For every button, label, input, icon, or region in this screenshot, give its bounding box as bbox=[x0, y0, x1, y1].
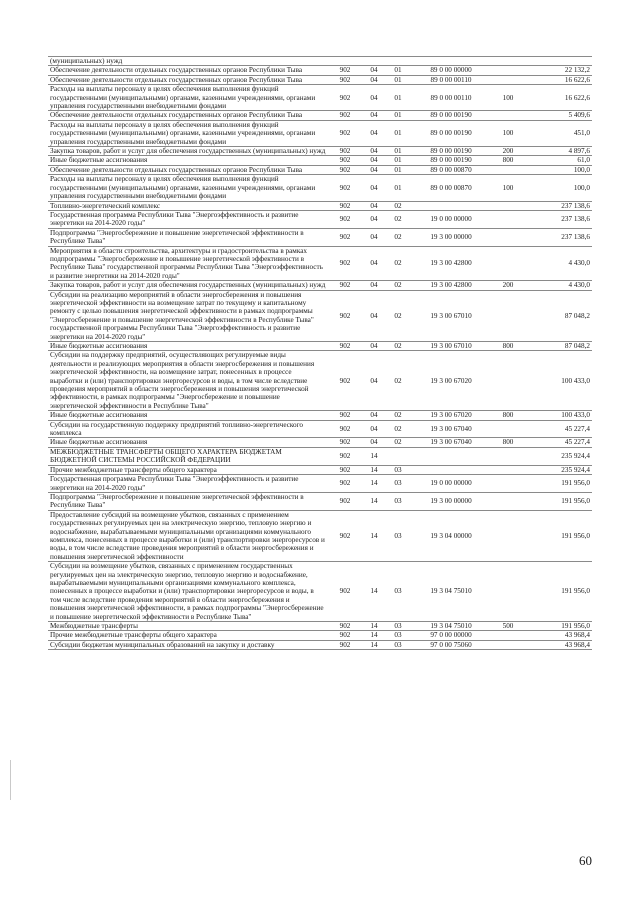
row-name: Закупка товаров, работ и услуг для обеспечения государственных (муниципальных) нужд bbox=[48, 281, 328, 290]
row-subsection-code: 01 bbox=[386, 66, 410, 75]
row-target-article: 89 0 00 00870 bbox=[410, 175, 492, 201]
row-subsection-code: 02 bbox=[386, 290, 410, 341]
row-amount: 4 430,0 bbox=[524, 281, 592, 290]
row-section-code: 04 bbox=[362, 228, 386, 246]
row-name: Иные бюджетные ассигнования bbox=[48, 438, 328, 447]
row-name: Государственная программа Республики Тыва "Энергоэффективность и развитие энергетики на 2014-2020 годы" bbox=[48, 475, 328, 493]
row-name: Государственная программа Республики Тыва "Энергоэффективность и развитие энергетики на 2014-2020 годы" bbox=[48, 210, 328, 228]
row-amount bbox=[524, 57, 592, 66]
row-subsection-code: 03 bbox=[386, 562, 410, 622]
row-expense-type: 200 bbox=[492, 147, 524, 156]
row-expense-type bbox=[492, 475, 524, 493]
row-subsection-code: 03 bbox=[386, 465, 410, 474]
row-section-code: 04 bbox=[362, 147, 386, 156]
table-row bbox=[48, 475, 592, 493]
table-row bbox=[48, 342, 592, 351]
row-expense-type: 100 bbox=[492, 120, 524, 146]
row-amount: 237 138,6 bbox=[524, 201, 592, 210]
row-grbs-code: 902 bbox=[328, 111, 362, 120]
row-name: Иные бюджетные ассигнования bbox=[48, 411, 328, 420]
row-amount: 191 956,0 bbox=[524, 562, 592, 622]
table-row bbox=[48, 351, 592, 411]
scan-edge-mark bbox=[10, 760, 11, 800]
row-amount: 16 622,6 bbox=[524, 75, 592, 84]
row-amount: 191 956,0 bbox=[524, 510, 592, 561]
row-expense-type bbox=[492, 492, 524, 510]
row-amount: 451,0 bbox=[524, 120, 592, 146]
table-row bbox=[48, 246, 592, 281]
row-section-code: 04 bbox=[362, 75, 386, 84]
row-target-article: 19 3 04 75010 bbox=[410, 622, 492, 631]
row-name: Топливно-энергетический комплекс bbox=[48, 201, 328, 210]
row-expense-type: 800 bbox=[492, 156, 524, 165]
row-amount: 22 132,2 bbox=[524, 66, 592, 75]
row-amount: 100 433,0 bbox=[524, 351, 592, 411]
row-name: Закупка товаров, работ и услуг для обеспечения государственных (муниципальных) нужд bbox=[48, 147, 328, 156]
row-section-code: 04 bbox=[362, 281, 386, 290]
table-row bbox=[48, 85, 592, 111]
row-subsection-code: 01 bbox=[386, 165, 410, 174]
row-name: Субсидии на возмещение убытков, связанных с применением государственных регулируемых цен на электрическую энергию, тепловую энергию и водоснабжение, вырабатываемыми муниципальными организациями коммунального комплекса, понесенных в процессе выработки и (или) транспортировки энергоресурсов и воды, в том числе вследствие проведения мероприятий в области энергосбережения и повышения энергетической эффективности, в рамках подпрограммы "Энергосбережение и повышение энергетической эффективности в Республике Тыва" bbox=[48, 562, 328, 622]
row-grbs-code: 902 bbox=[328, 147, 362, 156]
row-subsection-code: 03 bbox=[386, 622, 410, 631]
row-section-code: 04 bbox=[362, 165, 386, 174]
row-subsection-code: 01 bbox=[386, 175, 410, 201]
row-amount: 87 048,2 bbox=[524, 290, 592, 341]
row-section-code: 04 bbox=[362, 175, 386, 201]
row-target-article: 19 3 04 75010 bbox=[410, 562, 492, 622]
row-name: Иные бюджетные ассигнования bbox=[48, 342, 328, 351]
row-target-article: 89 0 00 00110 bbox=[410, 85, 492, 111]
row-section-code: 14 bbox=[362, 475, 386, 493]
row-section-code: 04 bbox=[362, 342, 386, 351]
row-section-code: 04 bbox=[362, 411, 386, 420]
row-grbs-code: 902 bbox=[328, 475, 362, 493]
row-grbs-code: 902 bbox=[328, 175, 362, 201]
row-name: Расходы на выплаты персоналу в целях обеспечения выполнения функций государственными (муниципальными) органами, казенными учреждениями, органами управления государственными внебюджетными фондами bbox=[48, 120, 328, 146]
row-amount: 87 048,2 bbox=[524, 342, 592, 351]
row-target-article: 89 0 00 00870 bbox=[410, 165, 492, 174]
row-section-code: 14 bbox=[362, 622, 386, 631]
table-row bbox=[48, 175, 592, 201]
row-target-article: 19 3 00 67020 bbox=[410, 351, 492, 411]
row-expense-type bbox=[492, 640, 524, 649]
row-name: Расходы на выплаты персоналу в целях обеспечения выполнения функций государственными (муниципальными) органами, казенными учреждениями, органами управления государственными внебюджетными фондами bbox=[48, 85, 328, 111]
row-subsection-code: 01 bbox=[386, 147, 410, 156]
row-section-code: 04 bbox=[362, 120, 386, 146]
row-target-article bbox=[410, 57, 492, 66]
row-target-article: 19 3 00 42800 bbox=[410, 281, 492, 290]
table-row bbox=[48, 622, 592, 631]
row-grbs-code: 902 bbox=[328, 66, 362, 75]
row-amount: 100,0 bbox=[524, 165, 592, 174]
row-grbs-code: 902 bbox=[328, 281, 362, 290]
table-row bbox=[48, 438, 592, 447]
row-subsection-code: 03 bbox=[386, 475, 410, 493]
table-row bbox=[48, 420, 592, 438]
row-target-article: 19 0 00 00000 bbox=[410, 475, 492, 493]
row-expense-type bbox=[492, 562, 524, 622]
row-grbs-code: 902 bbox=[328, 622, 362, 631]
row-amount: 100,0 bbox=[524, 175, 592, 201]
row-name: Иные бюджетные ассигнования bbox=[48, 156, 328, 165]
row-amount: 16 622,6 bbox=[524, 85, 592, 111]
row-subsection-code bbox=[386, 57, 410, 66]
row-subsection-code: 02 bbox=[386, 342, 410, 351]
row-name: Субсидии на государственную поддержку предприятий топливно-энергетического комплекса bbox=[48, 420, 328, 438]
row-amount: 61,0 bbox=[524, 156, 592, 165]
row-target-article: 19 3 00 67010 bbox=[410, 342, 492, 351]
row-amount: 235 924,4 bbox=[524, 465, 592, 474]
row-target-article: 19 3 00 67040 bbox=[410, 420, 492, 438]
row-name: Субсидии бюджетам муниципальных образований на закупку и доставку bbox=[48, 640, 328, 649]
table-row bbox=[48, 447, 592, 465]
row-section-code: 04 bbox=[362, 210, 386, 228]
row-grbs-code: 902 bbox=[328, 165, 362, 174]
row-subsection-code: 01 bbox=[386, 120, 410, 146]
table-row bbox=[48, 147, 592, 156]
row-subsection-code: 02 bbox=[386, 438, 410, 447]
row-grbs-code: 902 bbox=[328, 492, 362, 510]
row-grbs-code: 902 bbox=[328, 465, 362, 474]
table-row bbox=[48, 640, 592, 649]
row-section-code: 04 bbox=[362, 111, 386, 120]
row-subsection-code: 01 bbox=[386, 75, 410, 84]
table-row bbox=[48, 411, 592, 420]
row-expense-type: 100 bbox=[492, 85, 524, 111]
row-grbs-code: 902 bbox=[328, 228, 362, 246]
row-subsection-code: 02 bbox=[386, 281, 410, 290]
row-expense-type: 800 bbox=[492, 342, 524, 351]
page-number: 60 bbox=[579, 853, 592, 868]
row-target-article: 97 0 00 00000 bbox=[410, 631, 492, 640]
row-grbs-code: 902 bbox=[328, 420, 362, 438]
table-row bbox=[48, 290, 592, 341]
row-grbs-code: 902 bbox=[328, 640, 362, 649]
row-subsection-code: 03 bbox=[386, 640, 410, 649]
row-grbs-code bbox=[328, 57, 362, 66]
row-target-article bbox=[410, 465, 492, 474]
row-expense-type bbox=[492, 351, 524, 411]
row-expense-type bbox=[492, 165, 524, 174]
table-row bbox=[48, 111, 592, 120]
row-subsection-code: 02 bbox=[386, 201, 410, 210]
row-grbs-code: 902 bbox=[328, 201, 362, 210]
row-grbs-code: 902 bbox=[328, 120, 362, 146]
table-row bbox=[48, 210, 592, 228]
row-expense-type: 800 bbox=[492, 438, 524, 447]
row-subsection-code: 02 bbox=[386, 228, 410, 246]
row-section-code: 04 bbox=[362, 246, 386, 281]
row-target-article: 89 0 00 00190 bbox=[410, 111, 492, 120]
row-grbs-code: 902 bbox=[328, 510, 362, 561]
row-subsection-code: 03 bbox=[386, 510, 410, 561]
row-name: Подпрограмма "Энергосбережение и повышение энергетической эффективности в Республике Тыва" bbox=[48, 492, 328, 510]
row-amount: 4 897,6 bbox=[524, 147, 592, 156]
row-target-article: 89 0 00 00190 bbox=[410, 147, 492, 156]
row-subsection-code: 03 bbox=[386, 631, 410, 640]
row-amount: 45 227,4 bbox=[524, 420, 592, 438]
row-target-article: 19 3 00 67010 bbox=[410, 290, 492, 341]
row-name: Обеспечение деятельности отдельных государственных органов Республики Тыва bbox=[48, 75, 328, 84]
row-section-code: 04 bbox=[362, 66, 386, 75]
row-subsection-code: 01 bbox=[386, 111, 410, 120]
row-grbs-code: 902 bbox=[328, 562, 362, 622]
row-expense-type bbox=[492, 420, 524, 438]
row-grbs-code: 902 bbox=[328, 210, 362, 228]
row-amount: 43 968,4 bbox=[524, 640, 592, 649]
row-subsection-code: 01 bbox=[386, 156, 410, 165]
row-section-code: 14 bbox=[362, 510, 386, 561]
row-name: МЕЖБЮДЖЕТНЫЕ ТРАНСФЕРТЫ ОБЩЕГО ХАРАКТЕРА БЮДЖЕТАМ БЮДЖЕТНОЙ СИСТЕМЫ РОССИЙСКОЙ ФЕДЕРАЦИИ bbox=[48, 447, 328, 465]
row-name: Субсидии на реализацию мероприятий в области энергосбережения и повышения энергетической эффективности на возмещение затрат по текущему и капитальному ремонту с целью повышения энергетической эффективности в рамках подпрограммы "Энергосбережение и повышение энергетической эффективности в Республике Тыва" государственной программы Республики Тыва "Энергоэффективность и развитие энергетики на 2014-2020 годы" bbox=[48, 290, 328, 341]
row-section-code: 14 bbox=[362, 631, 386, 640]
row-subsection-code: 02 bbox=[386, 411, 410, 420]
row-target-article: 19 0 00 00000 bbox=[410, 210, 492, 228]
row-subsection-code: 02 bbox=[386, 420, 410, 438]
budget-table bbox=[48, 56, 592, 650]
row-section-code: 04 bbox=[362, 156, 386, 165]
row-amount: 235 924,4 bbox=[524, 447, 592, 465]
row-target-article: 89 0 00 00000 bbox=[410, 66, 492, 75]
row-grbs-code: 902 bbox=[328, 631, 362, 640]
row-expense-type bbox=[492, 228, 524, 246]
row-expense-type: 500 bbox=[492, 622, 524, 631]
row-amount: 191 956,0 bbox=[524, 475, 592, 493]
row-expense-type bbox=[492, 66, 524, 75]
row-section-code: 04 bbox=[362, 351, 386, 411]
row-amount: 191 956,0 bbox=[524, 492, 592, 510]
row-expense-type bbox=[492, 111, 524, 120]
table-row bbox=[48, 510, 592, 561]
row-amount: 237 138,6 bbox=[524, 228, 592, 246]
row-section-code: 14 bbox=[362, 492, 386, 510]
row-subsection-code: 02 bbox=[386, 210, 410, 228]
row-target-article: 89 0 00 00190 bbox=[410, 120, 492, 146]
row-target-article: 19 3 00 42800 bbox=[410, 246, 492, 281]
row-target-article: 89 0 00 00190 bbox=[410, 156, 492, 165]
row-section-code: 14 bbox=[362, 465, 386, 474]
row-amount: 100 433,0 bbox=[524, 411, 592, 420]
row-grbs-code: 902 bbox=[328, 438, 362, 447]
row-target-article: 19 3 04 00000 bbox=[410, 510, 492, 561]
row-section-code: 14 bbox=[362, 447, 386, 465]
row-amount: 237 138,6 bbox=[524, 210, 592, 228]
row-expense-type bbox=[492, 447, 524, 465]
row-expense-type: 200 bbox=[492, 281, 524, 290]
row-grbs-code: 902 bbox=[328, 411, 362, 420]
row-name: Расходы на выплаты персоналу в целях обеспечения выполнения функций государственными (муниципальными) органами, казенными учреждениями, органами управления государственными внебюджетными фондами bbox=[48, 175, 328, 201]
row-amount: 43 968,4 bbox=[524, 631, 592, 640]
row-expense-type bbox=[492, 210, 524, 228]
row-name: Межбюджетные трансферты bbox=[48, 622, 328, 631]
table-row bbox=[48, 492, 592, 510]
row-grbs-code: 902 bbox=[328, 351, 362, 411]
row-name: Субсидии на поддержку предприятий, осуществляющих регулируемые виды деятельности и реализующих мероприятия в области энергосбережения и повышения энергетической эффективности, на возмещение затрат, понесенных в процессе выработки и (или) транспортировки энергоресурсов и воды, в том числе вследствие проведения мероприятий в области энергосбережения и повышения энергетической эффективности, в рамках подпрограммы "Энергосбережение и повышение энергетической эффективности в Республике Тыва" bbox=[48, 351, 328, 411]
budget-table-page bbox=[48, 56, 590, 650]
row-target-article: 19 3 00 00000 bbox=[410, 492, 492, 510]
row-name: Обеспечение деятельности отдельных государственных органов Республики Тыва bbox=[48, 165, 328, 174]
row-expense-type bbox=[492, 290, 524, 341]
row-amount: 191 956,0 bbox=[524, 622, 592, 631]
table-row bbox=[48, 631, 592, 640]
row-target-article bbox=[410, 447, 492, 465]
table-row bbox=[48, 75, 592, 84]
row-grbs-code: 902 bbox=[328, 447, 362, 465]
row-section-code: 04 bbox=[362, 420, 386, 438]
row-target-article: 97 0 00 75060 bbox=[410, 640, 492, 649]
table-row bbox=[48, 57, 592, 66]
table-row bbox=[48, 281, 592, 290]
row-expense-type bbox=[492, 510, 524, 561]
row-expense-type bbox=[492, 631, 524, 640]
budget-table-body bbox=[48, 57, 592, 650]
row-grbs-code: 902 bbox=[328, 156, 362, 165]
row-expense-type bbox=[492, 246, 524, 281]
row-amount: 45 227,4 bbox=[524, 438, 592, 447]
row-grbs-code: 902 bbox=[328, 85, 362, 111]
row-grbs-code: 902 bbox=[328, 75, 362, 84]
table-row bbox=[48, 562, 592, 622]
row-section-code: 04 bbox=[362, 85, 386, 111]
row-section-code bbox=[362, 57, 386, 66]
row-target-article: 19 3 00 67040 bbox=[410, 438, 492, 447]
row-name: Прочие межбюджетные трансферты общего характера bbox=[48, 465, 328, 474]
row-expense-type bbox=[492, 75, 524, 84]
row-name: Обеспечение деятельности отдельных государственных органов Республики Тыва bbox=[48, 111, 328, 120]
row-expense-type: 100 bbox=[492, 175, 524, 201]
table-row bbox=[48, 228, 592, 246]
row-section-code: 04 bbox=[362, 201, 386, 210]
row-subsection-code: 03 bbox=[386, 492, 410, 510]
row-section-code: 14 bbox=[362, 562, 386, 622]
row-expense-type bbox=[492, 465, 524, 474]
row-section-code: 14 bbox=[362, 640, 386, 649]
row-subsection-code: 02 bbox=[386, 351, 410, 411]
row-name: Прочие межбюджетные трансферты общего характера bbox=[48, 631, 328, 640]
row-subsection-code: 01 bbox=[386, 85, 410, 111]
table-row bbox=[48, 465, 592, 474]
row-section-code: 04 bbox=[362, 438, 386, 447]
row-target-article: 19 3 00 00000 bbox=[410, 228, 492, 246]
row-amount: 5 409,6 bbox=[524, 111, 592, 120]
row-section-code: 04 bbox=[362, 290, 386, 341]
table-row bbox=[48, 165, 592, 174]
row-expense-type bbox=[492, 201, 524, 210]
row-target-article: 19 3 00 67020 bbox=[410, 411, 492, 420]
row-subsection-code bbox=[386, 447, 410, 465]
table-row bbox=[48, 66, 592, 75]
row-name: (муниципальных) нужд bbox=[48, 57, 328, 66]
row-expense-type: 800 bbox=[492, 411, 524, 420]
row-grbs-code: 902 bbox=[328, 290, 362, 341]
row-target-article: 89 0 00 00110 bbox=[410, 75, 492, 84]
row-expense-type bbox=[492, 57, 524, 66]
row-name: Обеспечение деятельности отдельных государственных органов Республики Тыва bbox=[48, 66, 328, 75]
row-target-article bbox=[410, 201, 492, 210]
row-name: Подпрограмма "Энергосбережение и повышение энергетической эффективности в Республике Тыва" bbox=[48, 228, 328, 246]
table-row bbox=[48, 120, 592, 146]
row-amount: 4 430,0 bbox=[524, 246, 592, 281]
row-name: Мероприятия в области строительства, архитектуры и градостроительства в рамках подпрограммы "Энергосбережение и повышение энергетической эффективности в Республике Тыва" государственной программы Республики Тыва "Энергоэффективность и развитие энергетики на 2014-2020 годы" bbox=[48, 246, 328, 281]
row-subsection-code: 02 bbox=[386, 246, 410, 281]
row-grbs-code: 902 bbox=[328, 246, 362, 281]
table-row bbox=[48, 156, 592, 165]
table-row bbox=[48, 201, 592, 210]
row-grbs-code: 902 bbox=[328, 342, 362, 351]
row-name: Предоставление субсидий на возмещение убытков, связанных с применением государственных регулируемых цен на электрическую энергию, тепловую энергию и водоснабжение, вырабатываемыми муниципальными организациями коммунального комплекса, понесенных в процессе выработки и (или) транспортировки энергоресурсов и воды, в том числе вследствие проведения мероприятий в области энергосбережения и повышения энергетической эффективности bbox=[48, 510, 328, 561]
